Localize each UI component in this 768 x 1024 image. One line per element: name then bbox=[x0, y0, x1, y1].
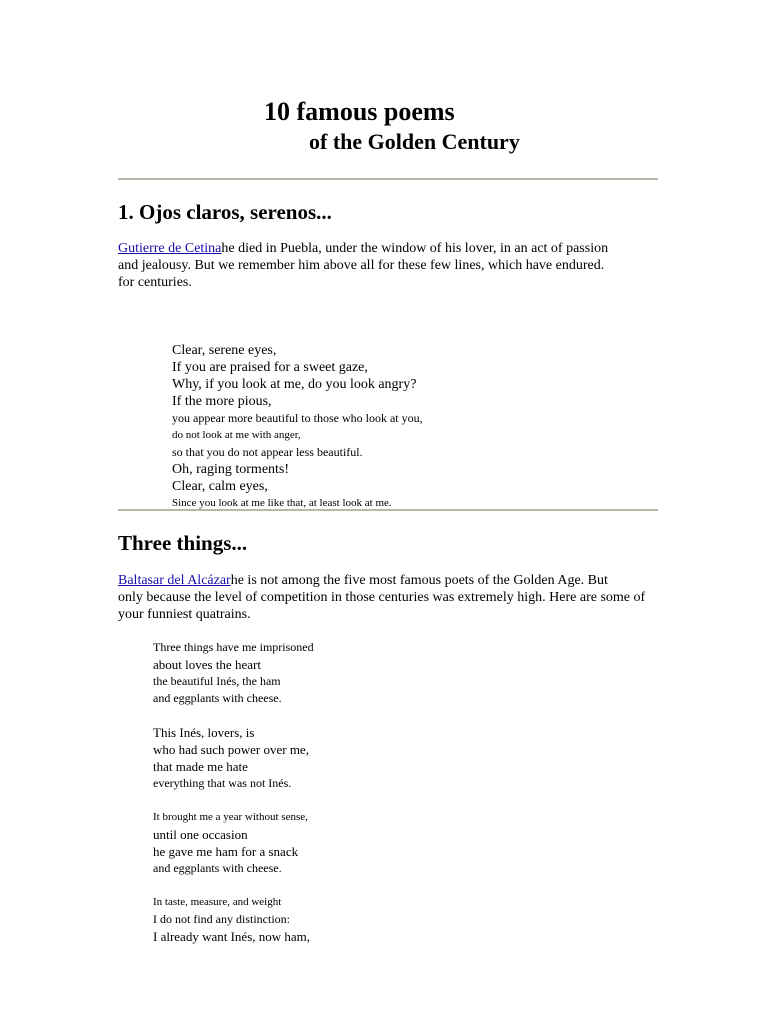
poem-line: If you are praised for a sweet gaze, bbox=[172, 360, 368, 375]
poem-line: and eggplants with cheese. bbox=[153, 861, 282, 875]
poem-line: Oh, raging torments! bbox=[172, 462, 290, 477]
intro-text: and jealousy. But we remember him above all for these few lines, which have endured. bbox=[118, 258, 605, 273]
poem-line: Clear, calm eyes, bbox=[172, 479, 268, 494]
poem-line: that made me hate bbox=[153, 759, 248, 774]
poem-line: Since you look at me like that, at least look at me. bbox=[172, 497, 392, 509]
poem-line: the beautiful Inés, the ham bbox=[153, 674, 281, 688]
poem-line: until one occasion bbox=[153, 827, 248, 842]
section-intro bbox=[118, 240, 678, 291]
poem-line: you appear more beautiful to those who look at you, bbox=[172, 411, 423, 425]
author-link[interactable]: Gutierre de Cetina bbox=[118, 241, 222, 256]
poem-line: so that you do not appear less beautiful. bbox=[172, 445, 363, 459]
page-title: 10 famous poems bbox=[264, 97, 455, 126]
stanza-break bbox=[153, 707, 314, 724]
poem-line: and eggplants with cheese. bbox=[153, 691, 282, 705]
poem-line: everything that was not Inés. bbox=[153, 776, 292, 790]
section-intro bbox=[118, 572, 678, 623]
poem-line: Why, if you look at me, do you look angry? bbox=[172, 377, 417, 392]
author-link[interactable]: Baltasar del Alcázar bbox=[118, 573, 231, 588]
poem-line: In taste, measure, and weight bbox=[153, 896, 282, 908]
poem-line: Clear, serene eyes, bbox=[172, 343, 277, 358]
stanza-break bbox=[153, 792, 314, 809]
poem-line: I do not find any distinction: bbox=[153, 912, 290, 926]
poem-line: It brought me a year without sense, bbox=[153, 811, 308, 823]
intro-text: your funniest quatrains. bbox=[118, 607, 251, 622]
section-heading: Three things... bbox=[118, 531, 248, 555]
poem-block bbox=[172, 342, 423, 512]
page-subtitle: of the Golden Century bbox=[309, 129, 520, 154]
poem-block bbox=[153, 639, 314, 945]
intro-text: he is not among the five most famous poets of the Golden Age. But bbox=[230, 573, 608, 588]
poem-line: about loves the heart bbox=[153, 657, 261, 672]
divider bbox=[118, 509, 658, 511]
divider bbox=[118, 178, 658, 180]
poem-line: who had such power over me, bbox=[153, 742, 309, 757]
intro-text: for centuries. bbox=[118, 275, 192, 290]
poem-line: If the more pious, bbox=[172, 394, 272, 409]
stanza-break bbox=[153, 877, 314, 894]
poem-line: do not look at me with anger, bbox=[172, 429, 301, 441]
intro-text: only because the level of competition in those centuries was extremely high. Here are some of bbox=[118, 590, 646, 605]
intro-text: he died in Puebla, under the window of his lover, in an act of passion bbox=[221, 241, 609, 256]
section-heading: 1. Ojos claros, serenos... bbox=[118, 200, 332, 224]
poem-line: he gave me ham for a snack bbox=[153, 844, 299, 859]
poem-line: This Inés, lovers, is bbox=[153, 725, 255, 740]
poem-line: Three things have me imprisoned bbox=[153, 640, 314, 654]
poem-line: I already want Inés, now ham, bbox=[153, 929, 311, 944]
